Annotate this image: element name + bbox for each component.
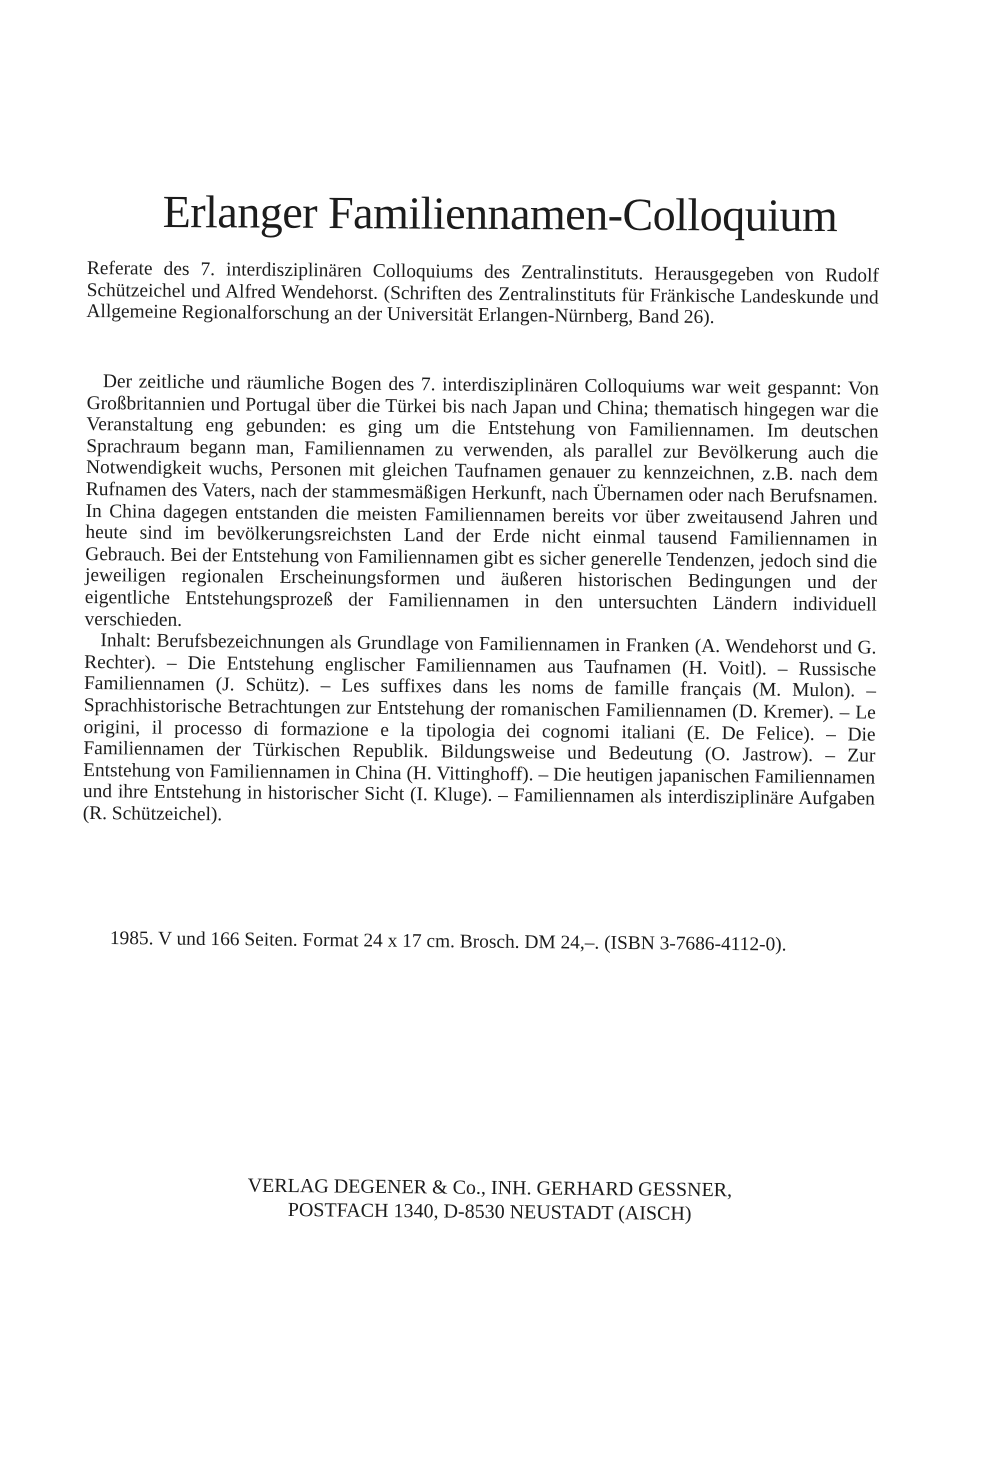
intro-paragraph: Referate des 7. interdisziplinären Colloquiums des Zentralinstituts. Herausgegeben von Rudolf Schützeichel und Alfred Wendehorst. (Schriften des Zentralinstituts für Fränkische Landeskunde und Allgemeine Regionalforschung an der Universität Erlangen-Nürnberg, Band 26). [86,258,879,329]
body-block [83,371,879,832]
publisher-line-2: POSTFACH 1340, D-8530 NEUSTADT (AISCH) [287,1199,692,1225]
contents-paragraph: Inhalt: Berufsbezeichnungen als Grundlage von Familiennamen in Franken (A. Wendehorst und G. Rechter). – Die Entstehung englischer Familiennamen aus Taufnamen (H. Voitl). – Russische Familiennamen (J. Schütz). – Les suffixes dans les noms de famille français (M. Mulon). – Sprachhistorische Betrachtungen zur Entstehung der romanischen Familiennamen (D. Kremer). – Le origini, il processo di formazione e la tipologia dei cognomi italiani (E. De Felice). – Die Familiennamen der Türkischen Republik. Bildungsweise und Bedeutung (O. Jastrow). – Zur Entstehung von Familiennamen in China (H. Vittinghoff). – Die heutigen japanischen Familiennamen und ihre Entstehung in historischer Sicht (I. Kluge). – Familiennamen als interdisziplinäre Aufgaben (R. Schützeichel). [82,630,877,826]
publication-details: 1985. V und 166 Seiten. Format 24 x 17 cm. Brosch. DM 24,–. (ISBN 3-7686-4112-0). [109,928,787,956]
description-paragraph: Der zeitliche und räumliche Bogen des 7. interdisziplinären Colloquiums war weit gespannt: Von Großbritannien und Portugal über die Türkei bis nach Japan und China; thematisch hingegen war die Veranstaltung eng gebunden: es ging um die Entstehung von Familiennamen. Im deutschen Sprachraum begann man, Familiennamen zu verwenden, als parallel zur Bevölkerung auch die Notwendigkeit wuchs, Personen mit gleichen Taufnamen genauer zu kennzeichnen, z.B. nach dem Rufnamen des Vaters, nach der stammesmäßigen Herkunft, nach Übernamen oder nach Berufsnamen. In China dagegen entstanden die meisten Familiennamen bereits vor über zweitausend Jahren und heute sind im bevölkerungsreichsten Land der Erde nicht einmal tausend Familiennamen in Gebrauch. Bei der Entstehung von Familiennamen gibt es sicher generelle Tendenzen, jedoch sind die jeweiligen regionalen Erscheinungsformen und äußeren historischen Bedingungen und der eigentliche Entstehungsprozeß der Familiennamen in den untersuchten Ländern individuell verschieden. [84,371,879,631]
publisher-address [150,1173,830,1228]
page-title: Erlanger Familiennamen-Colloquium [162,185,838,242]
intro-block [86,258,879,330]
publisher-line-1: VERLAG DEGENER & Co., INH. GERHARD GESSNER, [247,1174,733,1202]
